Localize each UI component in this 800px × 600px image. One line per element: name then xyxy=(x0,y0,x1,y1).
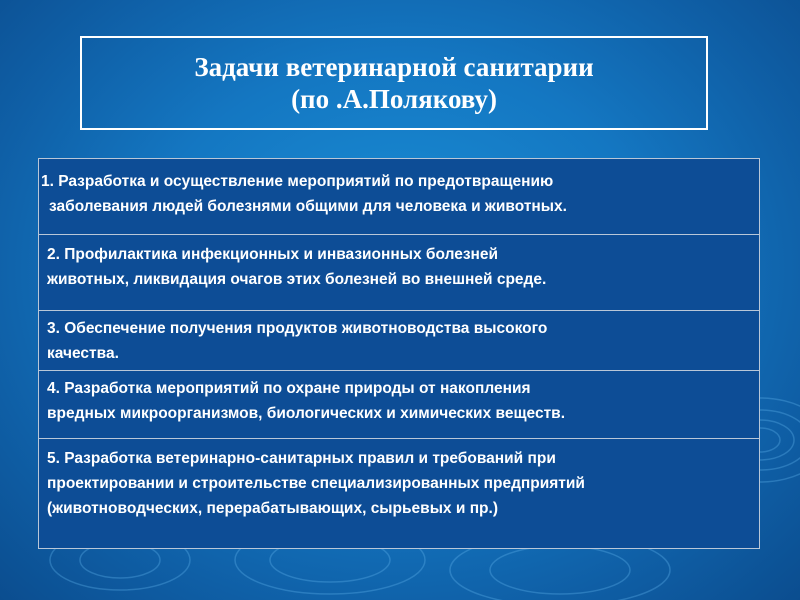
slide-title-box xyxy=(80,36,708,130)
task-cell-5 xyxy=(39,439,760,549)
task-2-line-1: 2. Профилактика инфекционных и инвазионных болезней xyxy=(47,246,499,263)
task-3-line-2: качества. xyxy=(47,345,119,362)
task-row-5 xyxy=(39,439,760,549)
task-1-line-2: заболевания людей болезнями общими для человека и животных. xyxy=(49,198,567,215)
task-3-line-1: 3. Обеспечение получения продуктов животноводства высокого xyxy=(47,320,548,337)
task-1-line-1: 1. Разработка и осуществление мероприятий по предотвращению xyxy=(41,173,554,190)
task-cell-4 xyxy=(39,371,760,439)
task-row-3 xyxy=(39,311,760,371)
slide-title: Задачи ветеринарной санитарии xyxy=(194,52,594,82)
slide-subtitle: (по .А.Полякову) xyxy=(291,84,497,114)
task-row-4 xyxy=(39,371,760,439)
task-cell-3 xyxy=(39,311,760,371)
task-2-line-2: животных, ликвидация очагов этих болезней во внешней среде. xyxy=(47,271,547,288)
tasks-table xyxy=(38,158,760,549)
task-5-line-1: 5. Разработка ветеринарно-санитарных правил и требований при xyxy=(47,450,556,467)
task-row-2 xyxy=(39,235,760,311)
task-cell-1 xyxy=(39,159,760,235)
task-5-line-2: проектировании и строительстве специализированных предприятий xyxy=(47,475,585,492)
task-4-line-2: вредных микроорганизмов, биологических и химических веществ. xyxy=(47,405,566,422)
task-cell-2 xyxy=(39,235,760,311)
task-row-1 xyxy=(39,159,760,235)
task-4-line-1: 4. Разработка мероприятий по охране природы от накопления xyxy=(47,380,531,397)
task-5-line-3: (животноводческих, перерабатывающих, сырьевых и пр.) xyxy=(47,500,498,517)
